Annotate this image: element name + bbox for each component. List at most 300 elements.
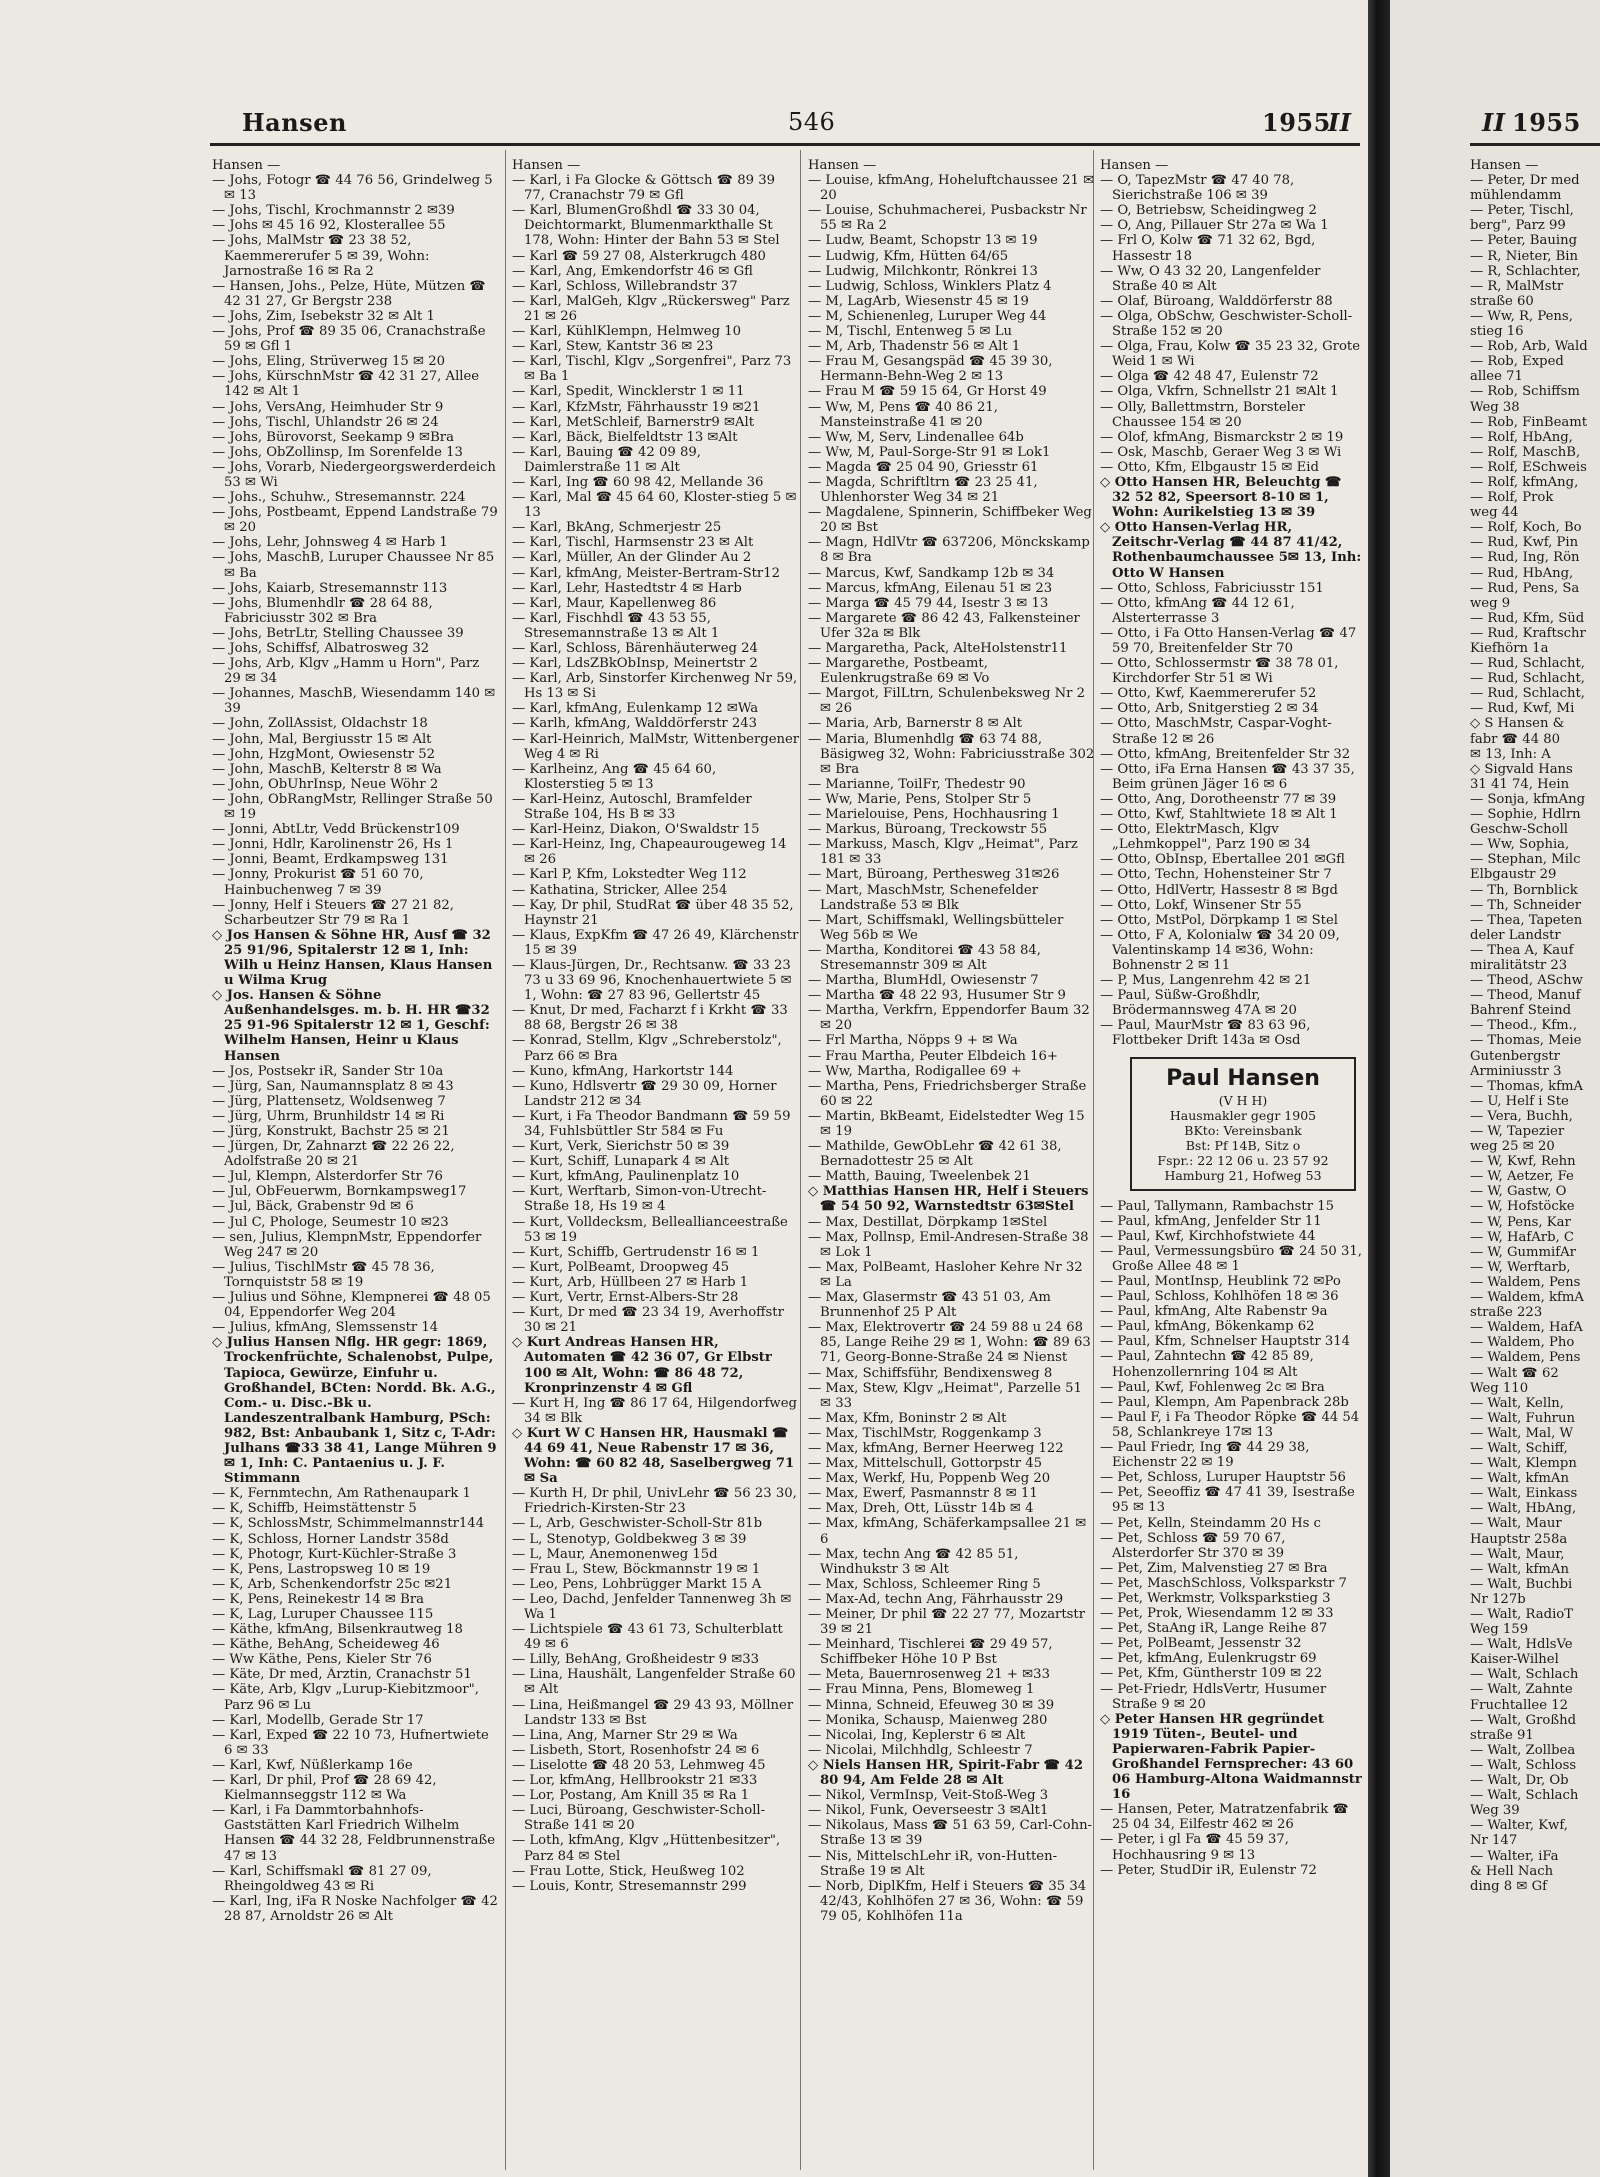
facing-entry: — W, Kwf, Rehn (1470, 1154, 1576, 1170)
facing-entry: — Vera, Buchh, (1470, 1108, 1573, 1124)
facing-entry: — Rob, FinBeamt (1470, 414, 1588, 430)
directory-entry: — Max, Pollnsp, Emil-Andresen-Straße 38 ✉ Lok 1 (808, 1229, 1089, 1260)
directory-entry: — Pet, MaschSchloss, Volksparkstr 7 (1100, 1575, 1347, 1591)
directory-entry: — Paul F, i Fa Theodor Röpke ☎ 44 54 58, Schlankreye 17✉ 13 (1100, 1409, 1360, 1440)
directory-entry: — Johs, Vorarb, Niedergeorgswerderdeich 53 ✉ Wi (212, 459, 496, 490)
directory-entry: — Klaus, ExpKfm ☎ 47 26 49, Klärchenstr 15 ✉ 39 (512, 927, 799, 958)
directory-entry: — Karl, LdsZBkObInsp, Meinertstr 2 (512, 656, 758, 672)
facing-entry: miralitätstr 23 (1470, 957, 1568, 973)
header-rule (210, 143, 1360, 146)
directory-entry: ◇ Kurt Andreas Hansen HR, Automaten ☎ 42 36 07, Gr Elbstr 100 ✉ Alt, Wohn: ☎ 86 48 72, Kronprinzenstr 4 ✉ Gfl (512, 1335, 772, 1396)
directory-entry: — Johs, Fotogr ☎ 44 76 56, Grindelweg 5 ✉ 13 (212, 173, 493, 204)
directory-entry: — Paul, Kfm, Schnelser Hauptstr 314 (1100, 1334, 1351, 1350)
facing-entry: ◇ Sigvald Hans (1470, 761, 1573, 777)
directory-entry: — Olga, Vkfrn, Schnellstr 21 ✉Alt 1 (1100, 384, 1339, 400)
directory-entry: ◇ Peter Hansen HR gegründet 1919 Tüten-, Beutel- und Papierwaren-Fabrik Papier-Großhandel Fernsprecher: 43 60 06 Hamburg-Altona Waidmannstr 16 (1100, 1711, 1362, 1803)
directory-entry: — M, Schienenleg, Luruper Weg 44 (808, 308, 1047, 324)
directory-entry: — Otto, F A, Kolonialw ☎ 34 20 09, Valentinskamp 14 ✉36, Wohn: Bohnenstr 2 ✉ 11 (1100, 927, 1340, 973)
directory-entry: — Karl, Schloss, Bärenhäuterweg 24 (512, 641, 758, 656)
directory-entry: — Leo, Dachd, Jenfelder Tannenweg 3h ✉ Wa 1 (512, 1591, 792, 1622)
facing-entry: — Walt, Schlach (1470, 1667, 1579, 1683)
facing-entry: — Ww, Sophia, (1470, 837, 1570, 853)
directory-entry: — Ww, Marie, Pens, Stolper Str 5 (808, 791, 1032, 807)
facing-entry: — Rob, Schiffsm (1470, 384, 1580, 400)
directory-entry: — Kurt, PolBeamt, Droopweg 45 (512, 1259, 730, 1275)
directory-entry: — Ludwig, Schloss, Winklers Platz 4 (808, 278, 1052, 294)
facing-entry: Bahrenf Steind (1470, 1003, 1572, 1019)
facing-entry: straße 91 (1470, 1727, 1534, 1743)
directory-entry: — Loth, kfmAng, Klgv „Hüttenbesitzer", Parz 84 ✉ Stel (512, 1833, 781, 1864)
directory-entry: — Karl, KühlKlempn, Helmweg 10 (512, 324, 741, 340)
directory-entry: — Martha, Verkfrn, Eppendorfer Baum 32 ✉ 20 (808, 1003, 1090, 1034)
facing-entry: — Walt, Maur, (1470, 1546, 1565, 1562)
facing-entry: allee 71 (1470, 369, 1523, 385)
facing-entry: — Rolf, HbAng, (1470, 429, 1573, 445)
directory-entry: — Pet, kfmAng, Eulenkrugstr 69 (1100, 1651, 1317, 1667)
directory-entry: — K, Pens, Lastropsweg 10 ✉ 19 (212, 1561, 431, 1577)
directory-entry: — Max, Stew, Klgv „Heimat", Parzelle 51 ✉ 33 (808, 1380, 1082, 1411)
directory-entry: — Paul, MontInsp, Heublink 72 ✉Po (1100, 1274, 1341, 1289)
directory-entry: — Paul, Vermessungsbüro ☎ 24 50 31, Große Allee 48 ✉ 1 (1100, 1243, 1362, 1274)
facing-entry: — Waldem, HafA (1470, 1320, 1583, 1336)
directory-entry: — Lina, Ang, Marner Str 29 ✉ Wa (512, 1727, 738, 1743)
directory-entry: — Karlheinz, Ang ☎ 45 64 60, Klosterstieg 5 ✉ 13 (512, 761, 717, 792)
directory-entry: — Markus, Büroang, Treckowstr 55 (808, 822, 1048, 838)
column-divider (505, 150, 506, 2170)
directory-entry: — Otto, Techn, Hohensteiner Str 7 (1100, 867, 1332, 883)
facing-entry: ding 8 ✉ Gf (1470, 1878, 1548, 1894)
directory-entry: — Ww, Martha, Rodigallee 69 + (808, 1063, 1022, 1079)
directory-entry: — Maria, Arb, Barnerstr 8 ✉ Alt (808, 716, 1023, 732)
directory-entry: — Otto, ObInsp, Ebertallee 201 ✉Gfl (1100, 852, 1345, 868)
directory-entry: — K, Schloss, Horner Landstr 358d (212, 1531, 449, 1547)
directory-entry: — Julius und Söhne, Klempnerei ☎ 48 05 04, Eppendorfer Weg 204 (212, 1290, 491, 1321)
header-year: 1955 (1262, 108, 1331, 137)
directory-entry: — Ww Käthe, Pens, Kieler Str 76 (212, 1652, 432, 1668)
facing-entry: — Walter, iFa (1470, 1848, 1559, 1864)
facing-entry: — Waldem, kfmA (1470, 1290, 1584, 1306)
facing-header-part: II (1482, 108, 1506, 137)
facing-entry: — Rud, Kwf, Pin (1470, 535, 1579, 551)
facing-entry: — W, HafArb, C (1470, 1229, 1574, 1245)
directory-entry: — John, ObUhrInsp, Neue Wöhr 2 (212, 776, 439, 792)
page-number: 546 (788, 108, 836, 136)
facing-entry: — Th, Bornblick (1470, 882, 1578, 898)
directory-entry: — Max, Kfm, Boninstr 2 ✉ Alt (808, 1410, 1007, 1426)
facing-entry: — Rolf, MaschB, (1470, 444, 1581, 460)
directory-entry: — Johs, Schiffsf, Albatrosweg 32 (212, 641, 430, 656)
directory-entry: — Max, techn Ang ☎ 42 85 51, Windhukstr 3 ✉ Alt (808, 1546, 1019, 1577)
ad-subtitle: (V H H) (1218, 1092, 1268, 1108)
directory-entry: ◇ Jos. Hansen & Söhne Außenhandelsges. m. b. H. HR ☎32 25 91-96 Spitalerstr 12 ✉ 1, Geschf: Wilhelm Hansen, Heinr u Klaus Hansen (212, 988, 490, 1064)
directory-entry: — Lina, Heißmangel ☎ 29 43 93, Möllner Landstr 133 ✉ Bst (512, 1697, 794, 1728)
directory-entry: — Ludwig, Milchkontr, Rönkrei 13 (808, 263, 1038, 279)
entry-column-4 (1100, 158, 1362, 2168)
directory-entry: — Frau M, Gesangspäd ☎ 45 39 30, Hermann-Behn-Weg 2 ✉ 13 (808, 354, 1053, 385)
directory-entry: — Marga ☎ 45 79 44, Isestr 3 ✉ 13 (808, 595, 1049, 611)
directory-entry: — Karl, KfzMstr, Fährhausstr 19 ✉21 (512, 399, 761, 415)
directory-entry: — Karl, Stew, Kantstr 36 ✉ 23 (512, 339, 714, 355)
directory-entry: ◇ Niels Hansen HR, Spirit-Fabr ☎ 42 80 94, Am Felde 28 ✉ Alt (808, 1757, 1083, 1789)
directory-entry: — Jonni, Beamt, Erdkampsweg 131 (212, 852, 449, 868)
directory-entry: ◇ Otto Hansen HR, Beleuchtg ☎ 32 52 82, Speersort 8-10 ✉ 1, Wohn: Aurikelstieg 13 ✉ 39 (1100, 474, 1342, 521)
facing-entry: — Peter, Dr med (1470, 173, 1580, 189)
directory-entry: — Otto, Kfm, Elbgaustr 15 ✉ Eid (1100, 459, 1319, 475)
directory-entry: — Jürg, San, Naumannsplatz 8 ✉ 43 (212, 1078, 454, 1094)
directory-entry: Hansen — (808, 158, 877, 173)
directory-entry: — Marcus, kfmAng, Eilenau 51 ✉ 23 (808, 580, 1053, 596)
directory-entry: — Pet, Kfm, Güntherstr 109 ✉ 22 (1100, 1666, 1323, 1682)
facing-entry: Gutenbergstr (1470, 1048, 1560, 1064)
directory-entry: — Otto, iFa Erna Hansen ☎ 43 37 35, Beim grünen Jäger 16 ✉ 6 (1100, 761, 1355, 792)
facing-entry: — Theod., Kfm., (1470, 1018, 1578, 1034)
directory-entry: — Karl, Ang, Emkendorfstr 46 ✉ Gfl (512, 263, 753, 279)
directory-entry: — Klaus-Jürgen, Dr., Rechtsanw. ☎ 33 23 73 u 33 69 96, Knochenhauertwiete 5 ✉ 1, Wohn: ☎ 27 83 96, Gellertstr 45 (512, 957, 792, 1004)
directory-entry: — Otto, i Fa Otto Hansen-Verlag ☎ 47 59 70, Breitenfelder Str 70 (1100, 625, 1357, 656)
directory-entry: — Kurth H, Dr phil, UnivLehr ☎ 56 23 30, Friedrich-Kirsten-Str 23 (512, 1486, 797, 1517)
facing-entry: — Rud, Schlacht, (1470, 686, 1585, 702)
directory-entry: — Paul, Tallymann, Rambachstr 15 (1100, 1198, 1334, 1214)
directory-entry: — Konrad, Stellm, Klgv „Schreberstolz", Parz 66 ✉ Bra (512, 1033, 782, 1064)
directory-entry: — Pet, Prok, Wiesendamm 12 ✉ 33 (1100, 1606, 1334, 1622)
directory-entry: — Otto, Kwf, Kaemmererufer 52 (1100, 686, 1317, 702)
directory-entry: — Otto, MstPol, Dörpkamp 1 ✉ Stel (1100, 912, 1338, 928)
facing-header-year: 1955 (1512, 108, 1581, 137)
directory-entry: — Hansen, Johs., Pelze, Hüte, Mützen ☎ 42 31 27, Gr Bergstr 238 (212, 278, 486, 309)
directory-entry: — Jürg, Uhrm, Brunhildstr 14 ✉ Ri (212, 1108, 445, 1124)
directory-entry: — P, Mus, Langenrehm 42 ✉ 21 (1100, 973, 1312, 989)
entry-column-3 (808, 158, 1096, 2168)
facing-entry: — Waldem, Pens (1470, 1350, 1581, 1366)
directory-entry: — Kurt, Dr med ☎ 23 34 19, Averhoffstr 30 ✉ 21 (512, 1305, 784, 1336)
directory-entry: — Karl-Heinrich, MalMstr, Wittenbergener Weg 4 ✉ Ri (512, 731, 800, 762)
facing-entry: — R, Nieter, Bin (1470, 248, 1578, 264)
directory-entry: — K, Schiffb, Heimstättenstr 5 (212, 1501, 417, 1517)
header-surname: Hansen (242, 108, 347, 137)
directory-entry: — Nikol, Funk, Oeverseestr 3 ✉Alt1 (808, 1803, 1049, 1819)
directory-entry: — Otto, kfmAng ☎ 44 12 61, Alsterterrasse 3 (1100, 595, 1295, 626)
facing-entry: — Rolf, kfmAng, (1470, 474, 1579, 490)
directory-entry: — Johs, Postbeamt, Eppend Landstraße 79 ✉ 20 (212, 505, 498, 536)
directory-entry: — Max, Schiffsführ, Bendixensweg 8 (808, 1365, 1053, 1381)
directory-entry: — Karl, Tischl, Klgv „Sorgenfrei", Parz 73 ✉ Ba 1 (512, 354, 792, 385)
directory-entry: — Olga, ObSchw, Geschwister-Scholl-Straße 152 ✉ 20 (1100, 308, 1353, 340)
directory-entry: — Max, kfmAng, Berner Heerweg 122 (808, 1440, 1064, 1456)
directory-entry: — Max, Glasermstr ☎ 43 51 03, Am Brunnenhof 25 P Alt (808, 1290, 1051, 1321)
directory-entry: ◇ Otto Hansen-Verlag HR, Zeitschr-Verlag ☎ 44 87 41/42, Rothenbaumchaussee 5✉ 13, Inh: Otto W Hansen (1100, 520, 1362, 581)
facing-entry: — R, Schlachter, (1470, 263, 1581, 279)
directory-entry: — Kurt, i Fa Theodor Bandmann ☎ 59 59 34, Fuhlsbüttler Str 584 ✉ Fu (512, 1108, 791, 1139)
directory-entry: — O, Betriebsw, Scheidingweg 2 (1100, 203, 1317, 219)
facing-entry: Weg 110 (1470, 1380, 1529, 1396)
facing-entry: weg 25 ✉ 20 (1470, 1139, 1555, 1155)
directory-entry: — Paul Friedr, Ing ☎ 44 29 38, Eichenstr 22 ✉ 19 (1100, 1440, 1310, 1471)
directory-entry: — Kurt, Vertr, Ernst-Albers-Str 28 (512, 1290, 739, 1306)
facing-entry: fabr ☎ 44 80 (1470, 731, 1561, 747)
facing-entry: — Rud, Schlacht, (1470, 656, 1585, 672)
directory-entry: — Max, Dreh, Ott, Lüsstr 14b ✉ 4 (808, 1501, 1034, 1517)
facing-entry: — Walt, Einkass (1470, 1486, 1578, 1502)
directory-entry: — K, Pens, Reinekestr 14 ✉ Bra (212, 1591, 425, 1607)
directory-entry: — Mart, Schiffsmakl, Wellingsbütteler Weg 56b ✉ We (808, 912, 1064, 943)
directory-entry: — Karl, Spedit, Wincklerstr 1 ✉ 11 (512, 384, 745, 400)
directory-entry: — Johs ✉ 45 16 92, Klosterallee 55 (212, 218, 446, 234)
directory-entry: Hansen — (212, 158, 281, 173)
directory-entry: — Julius, TischlMstr ☎ 45 78 36, Tornquiststr 58 ✉ 19 (212, 1259, 435, 1290)
directory-entry: — Pet, Zim, Malvenstieg 27 ✉ Bra (1100, 1560, 1328, 1576)
directory-entry: — M, LagArb, Wiesenstr 45 ✉ 19 (808, 293, 1029, 309)
directory-entry: — Max-Ad, techn Ang, Fährhausstr 29 (808, 1591, 1064, 1607)
directory-entry: — Mathilde, GewObLehr ☎ 42 61 38, Bernadottestr 25 ✉ Alt (808, 1139, 1062, 1170)
facing-entry: — Walt, HdlsVe (1470, 1637, 1573, 1653)
facing-entry: — Rob, Exped (1470, 354, 1564, 370)
directory-entry: — Pet, Werkmstr, Volksparkstieg 3 (1100, 1590, 1331, 1606)
directory-entry: ◇ Julius Hansen Nflg. HR gegr: 1869, Trockenfrüchte, Schalenobst, Pulpe, Tapioca, Gewürze, Einfuhr u. Großhandel, BCten: Nordd. Bk. A.G., Com.- u. Disc.-Bk u. Landeszentralbank Hamburg, PSch: 982, Bst: Anbaubank 1, Sitz c, T-Adr: Julhans ☎33 38 41, Lange Mühren 9 ✉ 1, Inh: C. Pantaenius u. J. F. Stimmann (212, 1335, 497, 1487)
directory-entry: — John, HzgMont, Owiesenstr 52 (212, 746, 436, 762)
directory-entry: — Otto, Kwf, Stahltwiete 18 ✉ Alt 1 (1100, 807, 1338, 823)
directory-entry: — Johs, MalMstr ☎ 23 38 52, Kaemmererufer 5 ✉ 39, Wohn: Jarnostraße 16 ✉ Ra 2 (212, 233, 430, 279)
facing-entry: — Walt, Maur (1470, 1516, 1562, 1532)
directory-entry: — Max, Mittelschull, Gottorpstr 45 (808, 1456, 1042, 1472)
directory-entry: — Max, Elektrovertr ☎ 24 59 88 u 24 68 85, Lange Reihe 29 ✉ 1, Wohn: ☎ 89 63 71, Georg-Bonne-Straße 24 ✉ Nienst (808, 1320, 1091, 1366)
facing-entry: — Walt, Dr, Ob (1470, 1773, 1569, 1789)
directory-entry: ◇ Jos Hansen & Söhne HR, Ausf ☎ 32 25 91/96, Spitalerstr 12 ✉ 1, Inh: Wilh u Heinz Hansen, Klaus Hansen u Wilma Krug (212, 927, 493, 989)
facing-entry-column (1470, 158, 1600, 1894)
facing-entry: — R, MalMstr (1470, 278, 1564, 294)
facing-entry: stieg 16 (1470, 324, 1524, 340)
facing-entry: mühlendamm (1470, 188, 1562, 204)
directory-entry: — Lilly, BehAng, Großheidestr 9 ✉33 (512, 1652, 760, 1668)
directory-entry: — Paul, Süßw-Großhdlr, Brödermannsweg 47A ✉ 20 (1100, 988, 1297, 1019)
directory-entry: — O, TapezMstr ☎ 47 40 78, Sierichstraße 106 ✉ 39 (1100, 173, 1295, 204)
directory-entry: — Monika, Schausp, Maienweg 280 (808, 1712, 1048, 1728)
ad-line: BKto: Vereinsbank (1184, 1122, 1302, 1138)
directory-entry: — Jürgen, Dr, Zahnarzt ☎ 22 26 22, Adolfstraße 20 ✉ 21 (212, 1139, 455, 1170)
facing-entry: & Hell Nach (1470, 1863, 1554, 1879)
directory-entry: — Frau Lotte, Stick, Heußweg 102 (512, 1863, 745, 1879)
facing-entry: — Walt, RadioT (1470, 1607, 1574, 1622)
facing-entry: — W, Pens, Kar (1470, 1214, 1571, 1230)
directory-entry: — Margaretha, Pack, AlteHolstenstr11 (808, 641, 1068, 656)
ad-name: Paul Hansen (1166, 1065, 1320, 1091)
facing-entry: — Peter, Tischl, (1470, 203, 1574, 219)
facing-entry: Kaiser-Wilhel (1470, 1652, 1559, 1668)
directory-entry: — K, Lag, Luruper Chaussee 115 (212, 1607, 434, 1622)
directory-entry: — Max, Werkf, Hu, Poppenb Weg 20 (808, 1471, 1051, 1487)
directory-entry: — Paul, MaurMstr ☎ 83 63 96, Flottbeker Drift 143a ✉ Osd (1100, 1018, 1311, 1049)
directory-entry: — Mart, MaschMstr, Schenefelder Landstraße 53 ✉ Blk (808, 882, 1039, 913)
facing-entry: — Rud, Kfm, Süd (1470, 610, 1585, 626)
directory-entry: — Otto, MaschMstr, Caspar-Voght-Straße 12 ✉ 26 (1100, 716, 1332, 747)
directory-entry: — sen, Julius, KlempnMstr, Eppendorfer Weg 247 ✉ 20 (212, 1229, 482, 1260)
directory-entry: — K, SchlossMstr, Schimmelmannstr144 (212, 1516, 485, 1532)
facing-entry: — Rolf, Prok (1470, 490, 1554, 506)
directory-entry: — Johs, Blumenhdlr ☎ 28 64 88, Fabriciusstr 302 ✉ Bra (212, 595, 433, 626)
directory-entry: — Kurt, kfmAng, Paulinenplatz 10 (512, 1169, 740, 1185)
directory-entry: — Leo, Pens, Lohbrügger Markt 15 A (512, 1576, 762, 1592)
facing-entry: — Peter, Bauing (1470, 233, 1578, 249)
directory-entry: — Johs, KürschnMstr ☎ 42 31 27, Allee 142 ✉ Alt 1 (212, 369, 480, 400)
facing-entry: — Walt, kfmAn (1470, 1471, 1569, 1487)
entry-column-1 (212, 158, 500, 2168)
directory-entry: — Johs, Kaiarb, Stresemannstr 113 (212, 580, 448, 596)
facing-entry: — Thea, Tapeten (1470, 912, 1583, 928)
directory-entry: — Pet, Schloss ☎ 59 70 67, Alsterdorfer Str 370 ✉ 39 (1100, 1530, 1286, 1561)
directory-entry: ◇ Kurt W C Hansen HR, Hausmakl ☎ 44 69 41, Neue Rabenstr 17 ✉ 36, Wohn: ☎ 60 82 48, Saselbergweg 71 ✉ Sa (512, 1425, 795, 1487)
directory-entry: — Lina, Haushält, Langenfelder Straße 60 ✉ Alt (512, 1667, 796, 1698)
directory-entry: — K, Arb, Schenkendorfstr 25c ✉21 (212, 1576, 453, 1592)
facing-entry: — Rolf, ESchweis (1470, 459, 1587, 475)
directory-entry: — Karl, Modellb, Gerade Str 17 (212, 1712, 424, 1728)
facing-entry: Arminiusstr 3 (1470, 1063, 1562, 1079)
directory-entry: — K, Photogr, Kurt-Küchler-Straße 3 (212, 1546, 457, 1562)
directory-entry: — Karl, BkAng, Schmerjestr 25 (512, 520, 722, 536)
directory-entry: — Otto, ElektrMasch, Klgv „Lehmkoppel", Parz 190 ✉ 34 (1100, 822, 1311, 853)
directory-entry: — Magda, Schriftltrn ☎ 23 25 41, Uhlenhorster Weg 34 ✉ 21 (808, 474, 1038, 506)
facing-entry: — W, GummifAr (1470, 1244, 1576, 1260)
facing-entry: — Walt, Mal, W (1470, 1425, 1574, 1441)
directory-entry: — Johs, ObZollinsp, Im Sorenfelde 13 (212, 444, 463, 460)
directory-entry: — Karl, BlumenGroßhdl ☎ 33 30 04, Deichtormarkt, Blumenmarkthalle St 178, Wohn: Hinter der Bahn 53 ✉ Stel (512, 203, 780, 249)
directory-entry: — Kurt, Werftarb, Simon-von-Utrecht-Straße 18, Hs 19 ✉ 4 (512, 1184, 767, 1215)
directory-entry: — Otto, Schloss, Fabriciusstr 151 (1100, 580, 1324, 596)
facing-entry: — Walt, Großhd (1470, 1712, 1577, 1728)
directory-entry: — Pet, PolBeamt, Jessenstr 32 (1100, 1636, 1302, 1652)
directory-entry: — Karl, MetSchleif, Barnerstr9 ✉Alt (512, 414, 755, 430)
facing-entry: — Sophie, Hdlrn (1470, 807, 1581, 823)
facing-entry: — W, Hofstöcke (1470, 1199, 1575, 1215)
directory-entry: — Karl, Dr phil, Prof ☎ 28 69 42, Kielmannseggstr 112 ✉ Wa (212, 1773, 437, 1804)
facing-entry: — W, Werftarb, (1470, 1259, 1571, 1275)
directory-entry: — Kathatina, Stricker, Allee 254 (512, 882, 728, 898)
facing-entry: ✉ 13, Inh: A (1470, 746, 1551, 762)
directory-entry: — Martin, BkBeamt, Eidelstedter Weg 15 ✉ 19 (808, 1108, 1085, 1139)
facing-entry: deler Landstr (1470, 927, 1561, 943)
facing-entry: — Walt, Schloss (1470, 1757, 1577, 1773)
directory-entry: — Karl, kfmAng, Eulenkamp 12 ✉Wa (512, 701, 759, 717)
directory-entry: — Paul, kfmAng, Bökenkamp 62 (1100, 1319, 1315, 1335)
directory-entry: — Kay, Dr phil, StudRat ☎ über 48 35 52, Haynstr 21 (512, 897, 794, 928)
directory-entry: — Kurt H, Ing ☎ 86 17 64, Hilgendorfweg 34 ✉ Blk (512, 1395, 797, 1426)
directory-entry: — Käte, Arb, Klgv „Lurup-Kiebitzmoor", Parz 96 ✉ Lu (212, 1682, 479, 1713)
directory-entry: — Pet, Schloss, Luruper Hauptstr 56 (1100, 1470, 1346, 1486)
directory-entry: — Johs, VersAng, Heimhuder Str 9 (212, 399, 444, 415)
directory-entry: — Nikol, VermInsp, Veit-Stoß-Weg 3 (808, 1788, 1049, 1804)
directory-entry: — Karl, Bäck, Bielfeldtstr 13 ✉Alt (512, 429, 738, 445)
directory-entry: — Johs, Eling, Strüverweg 15 ✉ 20 (212, 354, 446, 370)
facing-entry: Weg 159 (1470, 1622, 1529, 1638)
facing-entry: — U, Helf i Ste (1470, 1093, 1569, 1109)
directory-entry: — Karl, Mal ☎ 45 64 60, Kloster-stieg 5 ✉ 13 (512, 490, 797, 521)
directory-entry: — Jonni, AbtLtr, Vedd Brückenstr109 (212, 822, 460, 838)
directory-entry: — Martha ☎ 48 22 93, Husumer Str 9 (808, 988, 1066, 1004)
directory-entry: — Nicolai, Milchhdlg, Schleestr 7 (808, 1742, 1033, 1758)
facing-entry: straße 60 (1470, 293, 1534, 309)
directory-entry: — Marcus, Kwf, Sandkamp 12b ✉ 34 (808, 565, 1055, 581)
directory-entry: — Kurt, Volldecksm, Belleallianceestraße 53 ✉ 19 (512, 1214, 788, 1245)
directory-entry: — Johs, Tischl, Krochmannstr 2 ✉39 (212, 203, 455, 219)
facing-entry: — Theod, Manuf (1470, 988, 1581, 1004)
directory-entry: — Karl ☎ 59 27 08, Alsterkrugch 480 (512, 248, 766, 264)
directory-entry: — Karl, Lehr, Hastedtstr 4 ✉ Harb (512, 580, 742, 596)
facing-entry: — Walt, Schlach (1470, 1788, 1579, 1804)
facing-entry: — Thomas, kfmA (1470, 1078, 1584, 1094)
directory-entry: — Otto, Schlossermstr ☎ 38 78 01, Kirchdorfer Str 51 ✉ Wi (1100, 656, 1339, 687)
facing-entry: — Walt, kfmAn (1470, 1561, 1569, 1577)
directory-entry: — Julius, kfmAng, Slemssenstr 14 (212, 1320, 439, 1336)
directory-entry: — Käthe, kfmAng, Bilsenkrautweg 18 (212, 1622, 463, 1638)
directory-entry: — Max, kfmAng, Schäferkampsallee 21 ✉ 6 (808, 1516, 1087, 1547)
directory-entry: — Johs, MaschB, Luruper Chaussee Nr 85 ✉ Ba (212, 550, 495, 581)
directory-entry: — Käthe, BehAng, Scheideweg 46 (212, 1637, 440, 1653)
directory-entry: — Paul, Schloss, Kohlhöfen 18 ✉ 36 (1100, 1289, 1339, 1305)
directory-entry: — John, MaschB, Kelterstr 8 ✉ Wa (212, 761, 442, 777)
facing-entry: — Rud, Pens, Sa (1470, 580, 1580, 596)
directory-entry: — Paul, Kwf, Kirchhofstwiete 44 (1100, 1228, 1316, 1244)
directory-entry: — Louise, Schuhmacherei, Pusbackstr Nr 55 ✉ Ra 2 (808, 203, 1087, 234)
directory-entry: — Karl, Kwf, Nüßlerkamp 16e (212, 1757, 413, 1773)
directory-entry: — Paul, kfmAng, Jenfelder Str 11 (1100, 1213, 1322, 1229)
directory-entry: — Kuno, kfmAng, Harkortstr 144 (512, 1063, 734, 1079)
directory-entry: — Paul, kfmAng, Alte Rabenstr 9a (1100, 1304, 1328, 1320)
directory-entry: — Otto, Ang, Dorotheenstr 77 ✉ 39 (1100, 791, 1337, 807)
facing-entry: Weg 39 (1470, 1803, 1520, 1819)
directory-entry: — Frau L, Stew, Böckmannstr 19 ✉ 1 (512, 1561, 761, 1577)
directory-entry: — Ludw, Beamt, Schopstr 13 ✉ 19 (808, 233, 1038, 249)
directory-entry: — Jonny, Helf i Steuers ☎ 27 21 82, Scharbeutzer Str 79 ✉ Ra 1 (212, 897, 454, 928)
directory-entry: — Karl, i Fa Glocke & Göttsch ☎ 89 39 77, Cranachstr 79 ✉ Gfl (512, 173, 775, 204)
facing-header-rule (1470, 143, 1600, 146)
directory-entry: — Magdalene, Spinnerin, Schiffbeker Weg 20 ✉ Bst (808, 505, 1092, 536)
directory-entry: — Karl, Fischhdl ☎ 43 53 55, Stresemannstraße 13 ✉ Alt 1 (512, 610, 720, 641)
facing-entry: — Walt, Schiff, (1470, 1440, 1568, 1456)
facing-entry: — Rud, Kwf, Mi (1470, 701, 1575, 717)
directory-entry: — Magn, HdlVtr ☎ 637206, Mönckskamp 8 ✉ Bra (808, 535, 1090, 566)
directory-entry: — Knut, Dr med, Facharzt f i Krkht ☎ 33 88 68, Bergstr 26 ✉ 38 (512, 1003, 788, 1034)
facing-entry: Kiefhörn 1a (1470, 641, 1549, 656)
facing-entry: — Waldem, Pens (1470, 1274, 1581, 1290)
directory-entry: — Margarete ☎ 86 42 43, Falkensteiner Ufer 32a ✉ Blk (808, 610, 1080, 641)
directory-entry: — Max, PolBeamt, Hasloher Kehre Nr 32 ✉ La (808, 1259, 1083, 1290)
facing-entry: — Rud, Kraftschr (1470, 625, 1586, 641)
directory-entry: — Meiner, Dr phil ☎ 22 27 77, Mozartstr 39 ✉ 21 (808, 1607, 1086, 1638)
book-spine (1368, 0, 1390, 2177)
directory-entry: — Olga, Frau, Kolw ☎ 35 23 32, Grote Weid 1 ✉ Wi (1100, 339, 1361, 370)
directory-entry: — Karl, i Fa Dammtorbahnhofs-Gaststätten Karl Friedrich Wilhelm Hansen ☎ 44 32 28, Feldbrunnenstraße 47 ✉ 13 (212, 1803, 496, 1864)
directory-entry: — Karl, kfmAng, Meister-Bertram-Str12 (512, 565, 781, 581)
directory-entry: — Karl, MalGeh, Klgv „Rückersweg" Parz 21 ✉ 26 (512, 293, 790, 324)
directory-entry: — Johs, Arb, Klgv „Hamm u Horn", Parz 29 ✉ 34 (212, 656, 480, 687)
facing-entry: Hauptstr 258a (1470, 1531, 1568, 1547)
directory-entry: — Karl, Arb, Sinstorfer Kirchenweg Nr 59, Hs 13 ✉ Si (512, 671, 798, 702)
facing-entry: — Walt, Fuhrun (1470, 1410, 1575, 1426)
directory-entry: — Meinhard, Tischlerei ☎ 29 49 57, Schiffbeker Höhe 10 P Bst (808, 1637, 1053, 1668)
ad-line: Hausmakler gegr 1905 (1169, 1107, 1317, 1123)
directory-entry: — Karl P, Kfm, Lokstedter Weg 112 (512, 867, 747, 883)
directory-entry: — Martha, Pens, Friedrichsberger Straße 60 ✉ 22 (808, 1078, 1087, 1109)
directory-entry: — Lor, kfmAng, Hellbrookstr 21 ✉33 (512, 1773, 758, 1789)
directory-entry: — Johs, Prof ☎ 89 35 06, Cranachstraße 59 ✉ Gfl 1 (212, 324, 486, 355)
directory-entry: — Pet, StaAng iR, Lange Reihe 87 (1100, 1621, 1328, 1637)
directory-entry: — Karl, Ing ☎ 60 98 42, Mellande 36 (512, 474, 764, 490)
ad-line: Fspr.: 22 12 06 u. 23 57 92 (1157, 1152, 1329, 1168)
directory-entry: — Frau M ☎ 59 15 64, Gr Horst 49 (808, 384, 1047, 400)
directory-entry: — Frau Minna, Pens, Blomeweg 1 (808, 1682, 1035, 1698)
directory-entry: — Otto, kfmAng, Breitenfelder Str 32 (1100, 746, 1351, 762)
directory-entry: — Ww, M, Pens ☎ 40 86 21, Mansteinstraße 41 ✉ 20 (808, 399, 998, 430)
directory-entry: — Kurt, Verk, Sierichstr 50 ✉ 39 (512, 1139, 730, 1155)
directory-entry: — Olof, kfmAng, Bismarckstr 2 ✉ 19 (1100, 429, 1344, 445)
